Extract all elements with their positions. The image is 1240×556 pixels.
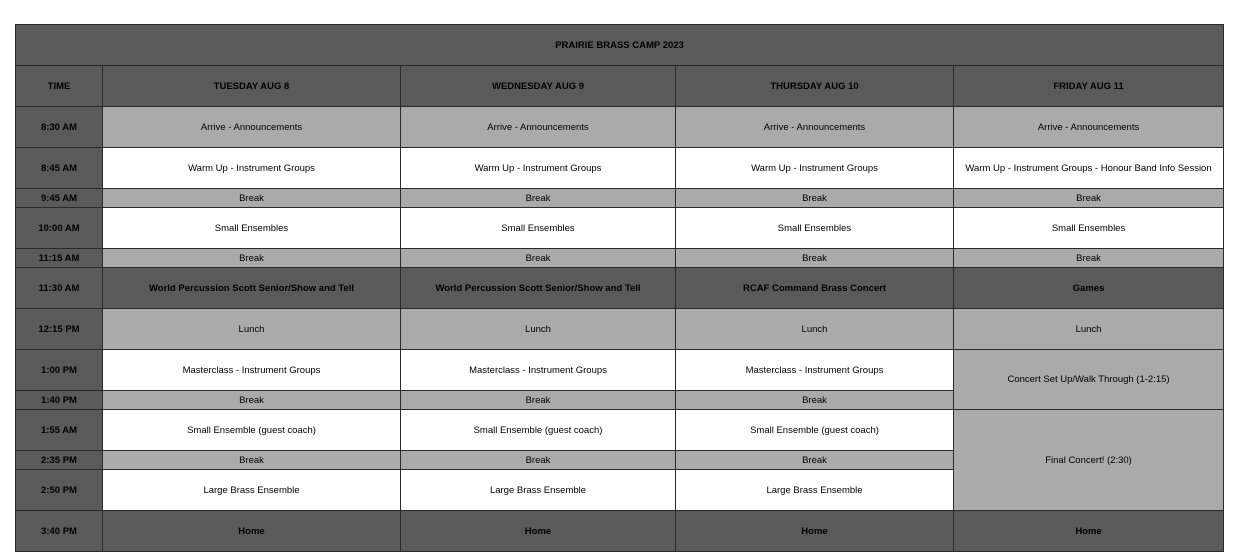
schedule-cell: Games (954, 268, 1224, 309)
schedule-cell: Break (954, 249, 1224, 268)
schedule-cell: Small Ensembles (103, 208, 401, 249)
schedule-cell: Break (676, 451, 954, 470)
schedule-cell: Small Ensembles (954, 208, 1224, 249)
schedule-cell: Small Ensemble (guest coach) (676, 410, 954, 451)
schedule-cell: Lunch (401, 309, 676, 350)
schedule-cell: Lunch (103, 309, 401, 350)
schedule-cell: Large Brass Ensemble (103, 470, 401, 511)
schedule-cell: World Percussion Scott Senior/Show and Tell (103, 268, 401, 309)
schedule-cell: Break (676, 391, 954, 410)
schedule-cell: Break (401, 391, 676, 410)
time-cell: 12:15 PM (16, 309, 103, 350)
schedule-cell: Warm Up - Instrument Groups (103, 148, 401, 189)
schedule-cell: RCAF Command Brass Concert (676, 268, 954, 309)
time-cell: 2:50 PM (16, 470, 103, 511)
schedule-cell: Home (676, 511, 954, 552)
table-row (16, 350, 1224, 391)
time-cell: 1:00 PM (16, 350, 103, 391)
schedule-cell: Arrive - Announcements (676, 107, 954, 148)
schedule-cell: Break (954, 189, 1224, 208)
schedule-cell: Lunch (676, 309, 954, 350)
schedule-cell: World Percussion Scott Senior/Show and Tell (401, 268, 676, 309)
schedule-cell: Small Ensembles (401, 208, 676, 249)
table-row (16, 410, 1224, 451)
time-cell: 2:35 PM (16, 451, 103, 470)
schedule-cell: Small Ensemble (guest coach) (401, 410, 676, 451)
schedule-cell: Masterclass - Instrument Groups (401, 350, 676, 391)
schedule-cell: Lunch (954, 309, 1224, 350)
schedule-cell: Arrive - Announcements (103, 107, 401, 148)
column-header-day: WEDNESDAY AUG 9 (401, 66, 676, 107)
time-cell: 10:00 AM (16, 208, 103, 249)
schedule-cell: Break (676, 249, 954, 268)
schedule-cell: Concert Set Up/Walk Through (1-2:15) (954, 350, 1224, 410)
schedule-cell: Break (103, 249, 401, 268)
schedule-cell: Home (954, 511, 1224, 552)
schedule-cell: Masterclass - Instrument Groups (103, 350, 401, 391)
schedule-cell: Break (103, 391, 401, 410)
column-header-day: FRIDAY AUG 11 (954, 66, 1224, 107)
schedule-cell: Small Ensemble (guest coach) (103, 410, 401, 451)
time-cell: 9:45 AM (16, 189, 103, 208)
schedule-cell: Home (103, 511, 401, 552)
column-header-day: TUESDAY AUG 8 (103, 66, 401, 107)
schedule-cell: Break (401, 189, 676, 208)
table-row (16, 189, 1224, 208)
schedule-cell: Masterclass - Instrument Groups (676, 350, 954, 391)
schedule-cell: Final Concert! (2:30) (954, 410, 1224, 511)
time-cell: 8:45 AM (16, 148, 103, 189)
schedule-cell: Arrive - Announcements (954, 107, 1224, 148)
table-row (16, 511, 1224, 552)
schedule-cell: Warm Up - Instrument Groups (676, 148, 954, 189)
column-header-time: TIME (16, 66, 103, 107)
schedule-cell: Break (103, 451, 401, 470)
schedule-cell: Break (401, 451, 676, 470)
schedule-cell: Break (676, 189, 954, 208)
schedule-cell: Arrive - Announcements (401, 107, 676, 148)
time-cell: 11:30 AM (16, 268, 103, 309)
schedule-cell: Large Brass Ensemble (401, 470, 676, 511)
schedule-table (15, 24, 1224, 552)
table-row (16, 268, 1224, 309)
table-row (16, 148, 1224, 189)
schedule-cell: Break (103, 189, 401, 208)
time-cell: 11:15 AM (16, 249, 103, 268)
time-cell: 3:40 PM (16, 511, 103, 552)
table-row (16, 249, 1224, 268)
column-header-day: THURSDAY AUG 10 (676, 66, 954, 107)
table-row (16, 107, 1224, 148)
time-cell: 1:40 PM (16, 391, 103, 410)
schedule-cell: Large Brass Ensemble (676, 470, 954, 511)
schedule-cell: Small Ensembles (676, 208, 954, 249)
time-cell: 8:30 AM (16, 107, 103, 148)
table-row (16, 208, 1224, 249)
schedule-cell: Home (401, 511, 676, 552)
schedule-cell: Break (401, 249, 676, 268)
schedule-cell: Warm Up - Instrument Groups (401, 148, 676, 189)
time-cell: 1:55 AM (16, 410, 103, 451)
table-row (16, 309, 1224, 350)
schedule-title: PRAIRIE BRASS CAMP 2023 (16, 25, 1224, 66)
schedule-cell: Warm Up - Instrument Groups - Honour Band Info Session (954, 148, 1224, 189)
